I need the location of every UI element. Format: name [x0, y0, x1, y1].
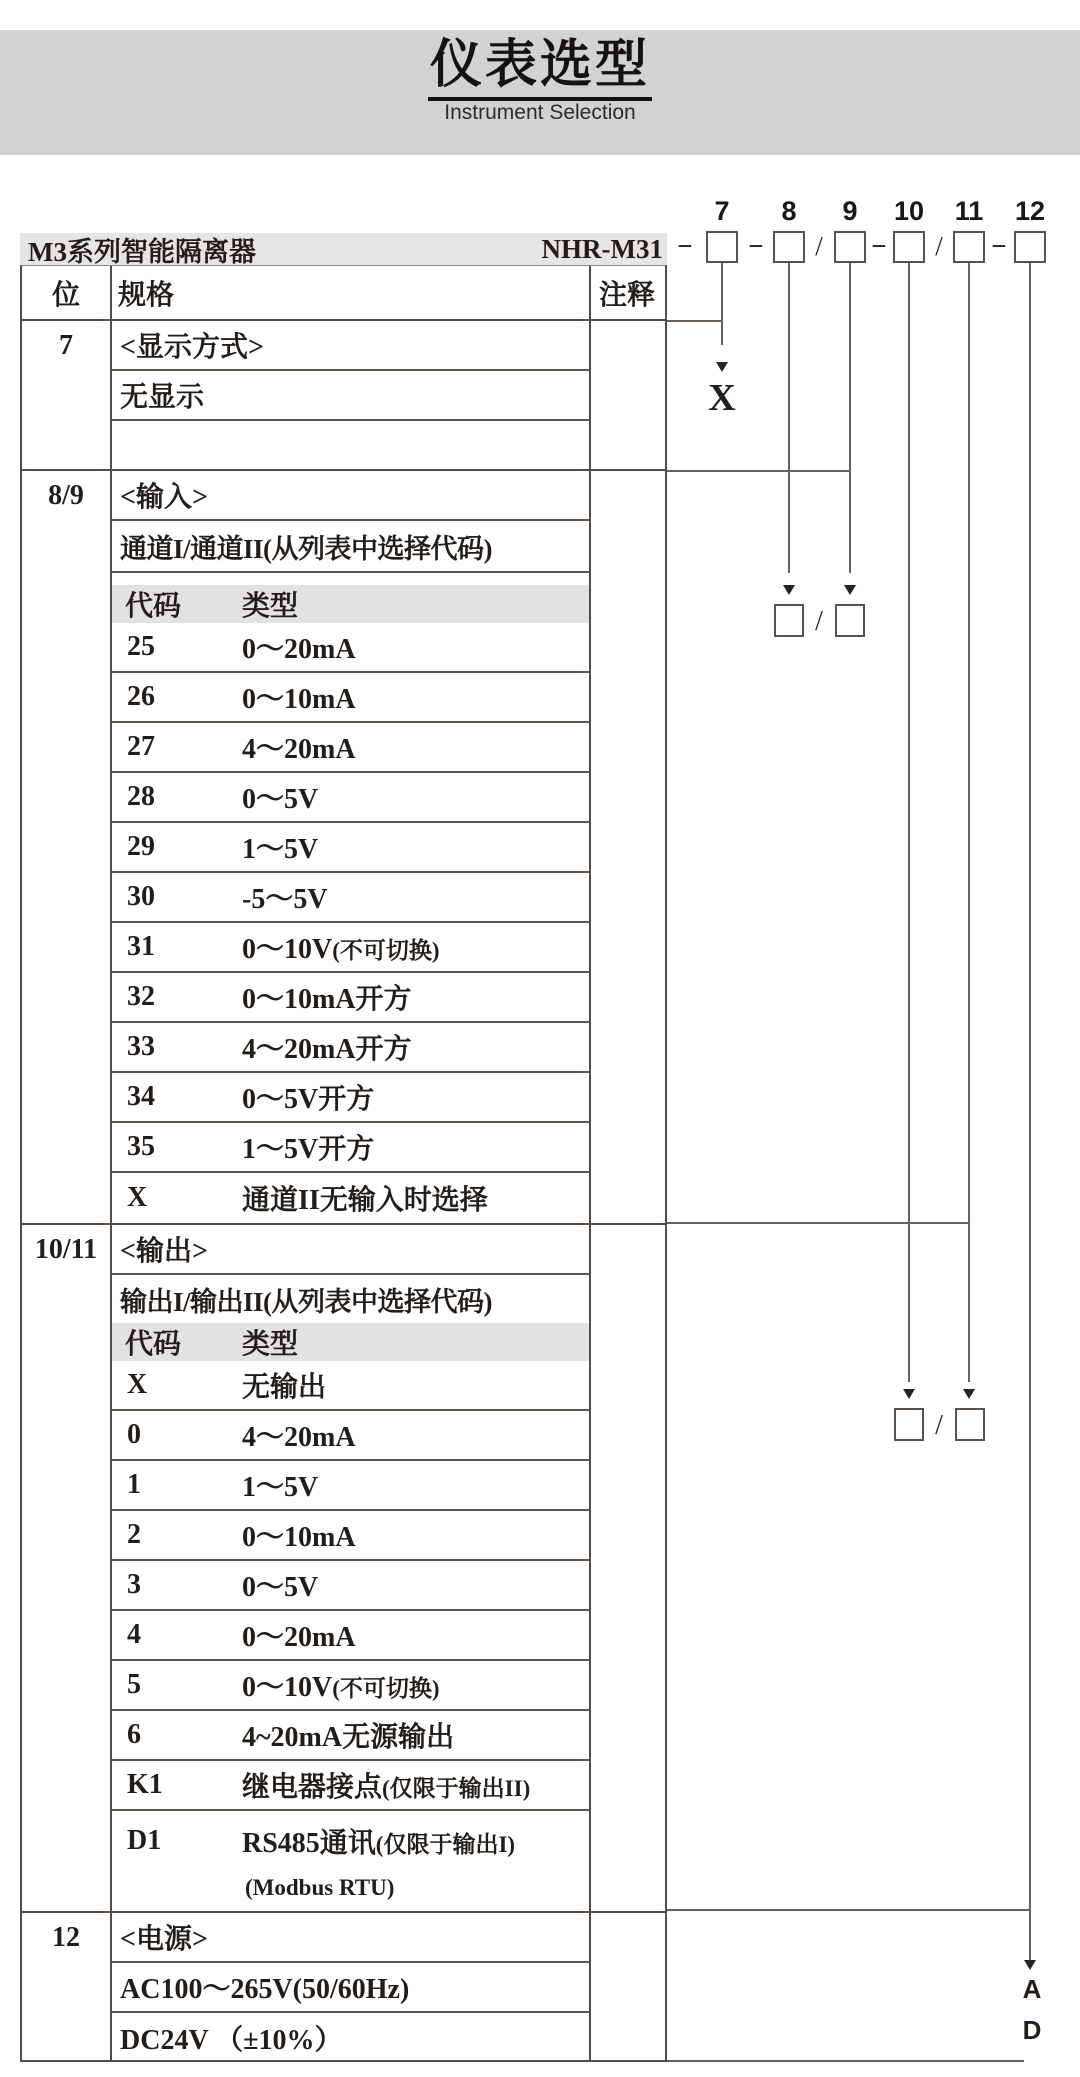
page-title: 仪表选型	[428, 34, 652, 101]
header-note: 注释	[598, 279, 655, 311]
input-row-29: 29 1～5V	[112, 823, 589, 873]
code-separator-dash-1: −	[677, 231, 693, 261]
section-input-pos: 8/9	[48, 480, 84, 511]
power-row-dc: DC24V （±10%）	[120, 2025, 343, 2056]
sub-code-box-output-1	[894, 1408, 924, 1441]
output-channel-row: 输出I/输出II(从列表中选择代码)	[120, 1286, 493, 1317]
arrow-output-1-icon	[903, 1389, 915, 1399]
arrow-input-1-icon	[783, 585, 795, 595]
sub-code-box-input-1	[774, 604, 804, 637]
input-title-row: <输入>	[112, 471, 589, 521]
position-number-10: 10	[893, 196, 925, 226]
display-option-row: 无显示	[112, 371, 589, 421]
power-row-ac: AC100～265V(50/60Hz)	[112, 1963, 589, 2013]
drop-line-9	[849, 263, 851, 573]
input-row-25: 25 0～20mA	[112, 623, 589, 673]
display-title-row: <显示方式>	[112, 321, 589, 371]
output-d1-modbus: (Modbus RTU)	[245, 1875, 395, 1900]
model-code: NHR-M31	[541, 233, 663, 264]
sub-code-box-output-2	[955, 1408, 985, 1441]
position-number-9: 9	[842, 196, 858, 226]
drop-line-12	[1029, 263, 1031, 1963]
code-separator-dash-4: −	[991, 231, 1007, 261]
output-row-5: 5 0～10V(不可切换)	[112, 1661, 589, 1711]
code-box-8	[773, 231, 805, 263]
input-row-35: 35 1～5V开方	[112, 1123, 589, 1173]
input-row-x: X 通道II无输入时选择	[127, 1182, 488, 1216]
input-row-31: 31 0～10V(不可切换)	[112, 923, 589, 973]
table-title-strip	[20, 233, 667, 265]
output-row-x: X 无输出	[112, 1361, 589, 1411]
display-code-x: X	[708, 377, 736, 419]
output-row-4: 4 0～20mA	[112, 1611, 589, 1661]
section-output-pos: 10/11	[34, 1234, 98, 1265]
section-connector-power	[667, 1909, 1031, 1911]
code-box-10	[893, 231, 925, 263]
section-connector-input	[667, 470, 851, 472]
drop-line-11	[968, 263, 970, 1382]
output-title-row: <输出>	[112, 1225, 589, 1275]
section-power	[22, 1913, 665, 2063]
arrow-input-2-icon	[844, 585, 856, 595]
section-output	[22, 1225, 665, 1913]
code-box-12	[1014, 231, 1046, 263]
section-display-pos: 7	[59, 330, 73, 361]
code-separator-slash-1: /	[815, 231, 823, 261]
code-box-9	[834, 231, 866, 263]
arrow-output-2-icon	[963, 1389, 975, 1399]
arrow-display-icon	[716, 362, 728, 372]
position-number-7: 7	[714, 196, 730, 226]
position-number-11: 11	[954, 196, 984, 226]
output-row-2: 2 0～10mA	[112, 1511, 589, 1561]
output-row-3: 3 0～5V	[112, 1561, 589, 1611]
code-separator-slash-2: /	[935, 231, 943, 261]
arrow-power-icon	[1024, 1960, 1036, 1970]
section-connector-output	[667, 1222, 970, 1224]
code-box-11	[953, 231, 985, 263]
input-row-34: 34 0～5V开方	[112, 1073, 589, 1123]
output-row-6: 6 4~20mA无源输出	[112, 1711, 589, 1761]
input-row-33: 33 4～20mA开方	[112, 1023, 589, 1073]
header-pos: 位	[51, 279, 80, 311]
input-row-27: 27 4～20mA	[112, 723, 589, 773]
section-input	[22, 471, 665, 1225]
drop-line-10	[908, 263, 910, 1382]
position-number-8: 8	[781, 196, 797, 226]
series-title: M3系列智能隔离器	[28, 236, 256, 267]
table-header-row	[22, 266, 665, 321]
section-power-pos: 12	[52, 1922, 80, 1953]
section-display	[22, 321, 665, 471]
page-banner	[0, 30, 1080, 155]
output-row-1: 1 1～5V	[112, 1461, 589, 1511]
display-empty-row	[112, 421, 589, 469]
header-spec: 规格	[118, 279, 175, 311]
output-pair-slash: /	[935, 1410, 943, 1441]
page-subtitle: Instrument Selection	[444, 101, 636, 125]
output-row-d1: D1 RS485通讯(仅限于输出I) (Modbus RTU)	[112, 1811, 589, 1911]
input-code-header: 代码 类型	[112, 585, 589, 623]
table-body	[20, 265, 667, 2062]
output-code-header: 代码 类型	[112, 1323, 589, 1361]
input-channel-row: 通道I/通道II(从列表中选择代码)	[112, 521, 589, 573]
input-row-30: 30 -5～5V	[112, 873, 589, 923]
drop-line-7	[721, 263, 723, 345]
position-number-12: 12	[1014, 196, 1046, 226]
section-connector-display	[667, 320, 723, 322]
input-row-32: 32 0～10mA开方	[112, 973, 589, 1023]
power-title-row: <电源>	[112, 1913, 589, 1963]
output-row-0: 0 4～20mA	[112, 1411, 589, 1461]
table-bottom-extension	[667, 2060, 1024, 2062]
power-code-d: D	[1022, 2015, 1042, 2045]
code-separator-dash-3: −	[871, 231, 887, 261]
input-pair-slash: /	[815, 606, 823, 637]
code-box-7	[706, 231, 738, 263]
code-separator-dash-2: −	[748, 231, 764, 261]
sub-code-box-input-2	[835, 604, 865, 637]
drop-line-8	[788, 263, 790, 573]
power-code-a: A	[1022, 1974, 1042, 2004]
input-row-28: 28 0～5V	[112, 773, 589, 823]
output-row-k1: K1 继电器接点(仅限于输出II)	[112, 1761, 589, 1811]
input-row-26: 26 0～10mA	[112, 673, 589, 723]
